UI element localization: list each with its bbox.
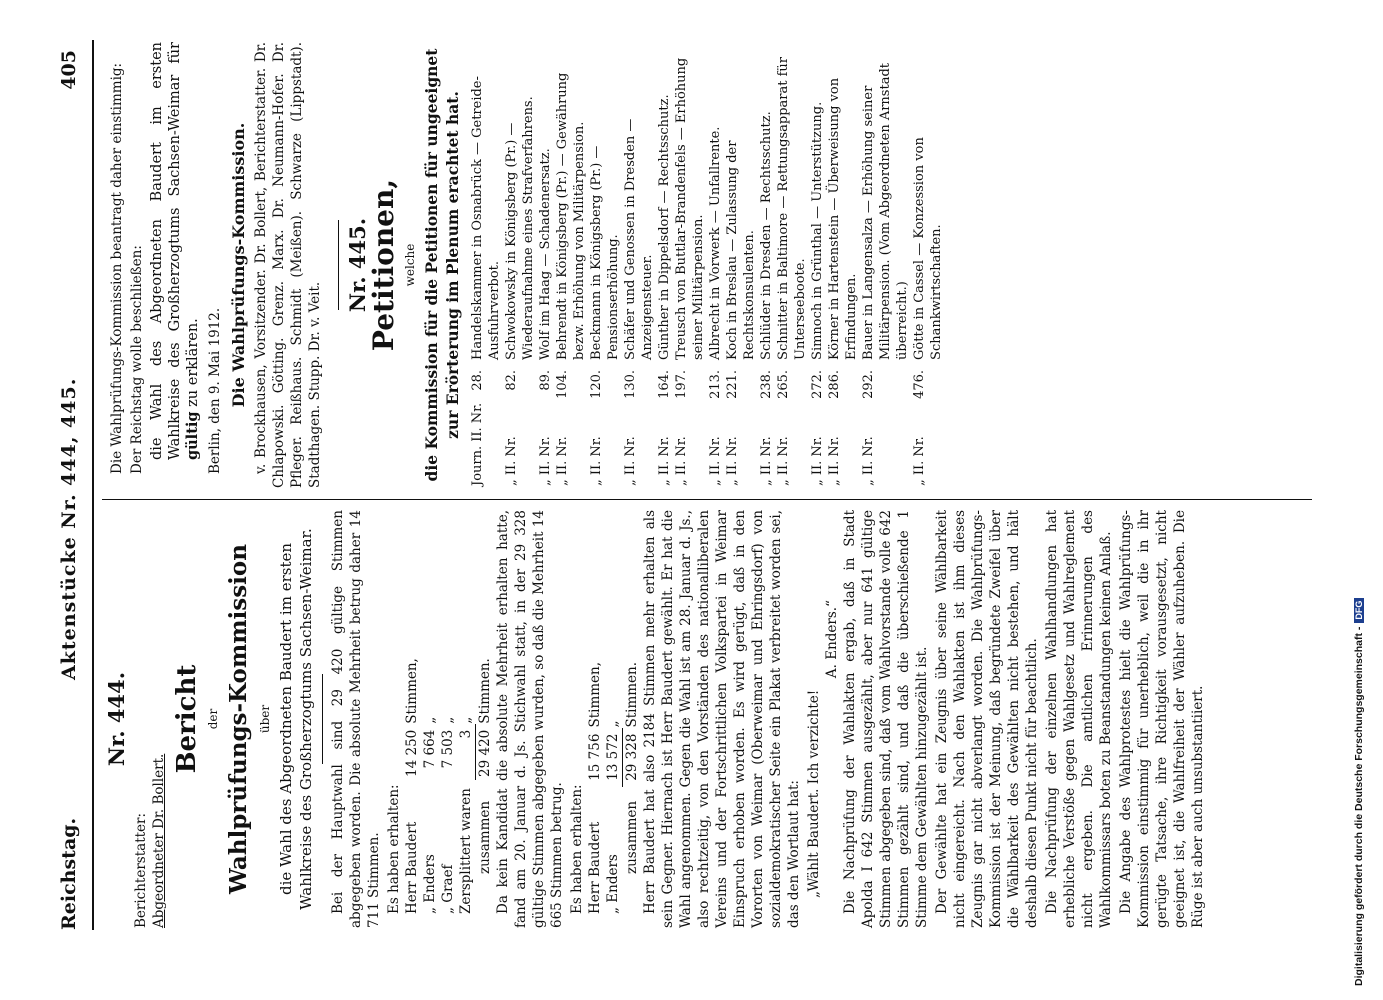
resolution-text: die Wahl des Abgeordneten Baudert im ersten Wahlkreise des Großherzogtums Sachsen-Weimar für gültig zu erklären. [149,42,201,460]
petitions-table [469,42,945,488]
side-note [1353,6,1373,986]
petition-no: 476. [912,369,927,399]
report-subject: die Wahl des Abgeordneten Baudert im ersten Wahlkreise des Großherzogtums Sachsen-Weimar. [277,528,315,910]
petition-text: Schwokowsky in Königsberg (Pr.) — Wiederaufnahme eines Strafverfahrens. [504,96,536,360]
petition-row [469,42,503,488]
petition-text: Behrendt in Königsberg (Pr.) — Gewährung bezw. Erhöhung von Militärpension. [555,72,587,360]
petition-text: Götte in Cassel — Konzession von Schankwirtschaften. [912,137,944,360]
petition-no: 292. [861,369,876,399]
table-row: Herr Baudert 15 756 Stimmen, [587,661,603,914]
table-row: Herr Baudert 14 250 Stimmen, [404,658,420,914]
petition-text: Beckmann in Königsberg (Pr.) — Pensionserhöhung. [589,145,621,360]
table-row: „ Enders 7 664 „ [422,716,438,914]
petition-no: 265. [776,369,791,399]
recommendation-intro: Die Wahlprüfungs-Kommission beantragt daher einstimmig: [109,62,125,474]
paragraph-1: Bei der Hauptwahl sind 29 420 gültige Stimmen abgegeben worden. Die absolute Mehrheit betrug daher 14 711 Stimmen. [330,510,382,928]
paragraph-6: Die Nachprüfung der einzelnen Wahlhandlungen hat erhebliche Verstöße gegen Wahlgesetz und Wahlreglement nicht ergeben. Die amtlichen Erinnerungen des Wahlkommissars boten zu Beanstandungen keinen Anlaß. [1044,510,1114,928]
table-row-sum: zusammen 29 328 Stimmen. [623,661,640,874]
petition-text: Schlüder in Dresden — Rechtsschutz. [759,111,774,360]
petition-row [673,42,707,488]
reporter-label: Berichterstatter: [133,812,149,928]
petition-journ: „ II. Nr. [810,436,825,486]
petition-no: 104. [555,369,570,399]
petition-no: 120. [589,369,604,399]
commission-members: v. Brockhausen, Vorsitzender. Dr. Bollert, Berichterstatter. Dr. Chlapowski. Götting. Grenz. Marx. Dr. Neumann-Hofer. Dr. Pfleger. Reißhaus. Schmidt (Meißen). Schwarze (Lippstadt). Stadthagen. Stupp. Dr. v. Veit. [253,42,323,488]
petition-row [758,42,775,488]
petition-text: Günther in Dippelsdorf — Rechtsschutz. [657,94,672,360]
petition-journ: „ II. Nr. [776,436,791,486]
petition-journ: „ II. Nr. [657,436,672,486]
side-note-text: Digitalisierung gefördert durch die Deutsche Forschungsgemeinschaft -DFG [1353,6,1373,986]
petition-row [775,42,809,488]
petition-text: Schnitter in Baltimore — Rettungsapparat für Unterseeboote. [776,57,808,360]
petition-row [554,42,588,488]
table-row: „ Graef 7 503 „ [440,716,456,914]
petition-row [809,42,826,488]
petition-row [724,42,758,488]
petition-journ: „ II. Nr. [538,436,553,486]
doc-number-444: Nr. 444. [104,671,129,767]
quote-line-2: A. Enders.“ [824,600,840,679]
table-row: Zersplittert waren 3 „ [458,716,474,914]
petition-no: 272. [810,369,825,399]
votes-table-2 [586,654,641,914]
date-line: Berlin, den 9. Mai 1912. [207,307,223,474]
petition-text: Wolf im Haag — Schadenersatz. [538,148,553,360]
paragraph-4: Die Nachprüfung der Wahlakten ergab, daß in Stadt Apolda I 642 Stimmen ausgezählt, aber nur 641 gültige Stimmen abgegeben sind, daß vom Wahlvorstande volle 642 Stimmen gezählt sind, und daß die überschießende 1 Stimme dem Gewählten hinzugezählt ist. [842,510,930,928]
column-rule [102,499,1312,500]
ueber-word: über [258,704,272,734]
table-row-sum: zusammen 29 420 Stimmen. [476,658,493,874]
petition-journ: „ II. Nr. [623,436,638,486]
petition-text: Albrecht in Vorwerk — Unfallrente. [708,126,723,360]
header-left: Reichstag. [58,817,80,930]
petition-journ: „ II. Nr. [725,436,740,486]
paragraph-7: Die Angabe des Wahlprotestes hielt die Wahlprüfungs-Kommission einstimmig für unerheblich, weil die in ihr gerügte Tatsache, ihre Richtigkeit vorausgesetzt, nicht geeignet ist, die Wahlfreiheit der Wähler aufzuheben. Die Rüge ist aber auch unsubstantiiert. [1118,510,1206,928]
paragraph-2: Da kein Kandidat die absolute Mehrheit erhalten hatte, fand am 20. Januar d. Js. Stichwahl statt, in der 29 328 gültige Stimmen abgegeben wurden, so daß die Mehrheit 14 665 Stimmen betrug. [495,510,565,928]
petition-journ: Journ. II. Nr. [470,402,485,486]
petition-text: Schäfer und Genossen in Dresden — Anzeigensteuer. [623,118,655,360]
divider [322,674,323,764]
petition-journ: „ II. Nr. [708,436,723,486]
petition-row [588,42,622,488]
votes-table-1 [403,654,494,914]
petition-text: Koch in Breslau — Zulassung der Rechtskonsulenten. [725,140,757,360]
table-row: „ Enders 13 572 „ [605,720,621,914]
quote-line-1: „Wählt Baudert. Ich verzichte! [806,689,822,898]
commission-heading: Die Wahlprüfungs-Kommission. [229,122,248,408]
gueltig-word: gültig [184,411,201,460]
petition-text: Bauer in Langensalza — Erhöhung seiner Militärpension. (Vom Abgeordneten Arnstadt überreicht.) [861,63,910,360]
report-title: Bericht [172,664,202,774]
petition-no: 82. [504,369,519,391]
petitions-title: Petitionen, [367,178,400,352]
page-number: 405 [58,50,80,90]
petition-journ: „ II. Nr. [861,436,876,486]
petition-no: 89. [538,369,553,391]
petition-journ: „ II. Nr. [555,436,570,486]
reporter-name: Abgeordneter Dr. Bollert. [151,753,167,928]
petition-no: 221. [725,369,740,399]
welche-word: welche [403,243,417,287]
right-column [108,42,945,488]
petition-row [911,42,945,488]
petition-no: 197. [674,369,689,399]
petition-row [656,42,673,488]
petition-text: Treusch von Buttlar-Brandenfels — Erhöhung seiner Militärpension. [674,57,706,360]
divider [338,220,339,310]
dfg-badge: DFG [1354,598,1364,623]
petition-journ: „ II. Nr. [827,436,842,486]
petition-row [860,42,911,488]
commission-title: Wahlprüfungs-Kommission [225,544,252,894]
petition-text: Handelskammer in Osnabrück — Getreide-Ausfuhrverbot. [470,76,502,360]
header-center: Aktenstücke Nr. 444, 445. [58,377,80,680]
petition-no: 28. [470,369,485,391]
paragraph-5: Der Gewählte hat ein Zeugnis über seine Wählbarkeit nicht eingereicht. Nach den Wahlakten ist ihm dieses Zeugnis gar nicht abverlangt worden. Die Wahlprüfungs-Kommission ist der Meinung, daß begründete Zweifel über die Wählbarkeit des Gewählten nicht bestehen, und hält deshalb diesen Punkt nicht für beachtlich. [934,510,1040,928]
petition-journ: „ II. Nr. [504,436,519,486]
petition-no: 286. [827,369,842,399]
petitions-intro: die Kommission für die Petitionen für ungeeignet zur Erörterung im Plenum erachtet hat. [422,48,462,482]
es-haben-label: Es haben erhalten: [386,784,402,914]
paragraph-3: Herr Baudert hat also 2184 Stimmen mehr erhalten als sein Gegner. Hiernach ist Herr Baudert gewählt. Er hat die Wahl angenommen. Gegen die Wahl ist am 28. Januar d. Js., also rechtzeitig, von den Vorständen des nationalliberalen Vereins und der Fortschrittlichen Volkspartei in Weimar Einspruch erhoben worden. Es wird gerügt, daß in den Vororten von Weimar (Oberweimar und Ehringsdorf) von sozialdemokratischer Seite ein Plakat verbreitet worden sei, das den Wortlaut hat: [642,510,802,928]
petition-no: 213. [708,369,723,399]
petition-row [826,42,860,488]
petition-journ: „ II. Nr. [759,436,774,486]
petition-row [537,42,554,488]
es-haben-label-2: Es haben erhalten: [569,784,585,914]
resolve-line: Der Reichstag wolle beschließen: [129,245,145,474]
petition-journ: „ II. Nr. [912,436,927,486]
petition-row [707,42,724,488]
header-rule [92,40,94,930]
der-word: der [206,708,220,730]
left-column [104,510,1209,928]
page-header [58,50,92,930]
petition-text: Körner in Hartenstein — Überweisung von Erfindungen. [827,77,859,360]
petition-row [622,42,656,488]
petition-no: 238. [759,369,774,399]
petition-no: 130. [623,369,638,399]
petition-journ: „ II. Nr. [674,436,689,486]
petition-row [503,42,537,488]
doc-number-445: Nr. 445. [345,217,370,313]
petition-journ: „ II. Nr. [589,436,604,486]
petition-text: Simnoch in Grünthal — Unterstützung. [810,101,825,360]
petition-no: 164. [657,369,672,399]
